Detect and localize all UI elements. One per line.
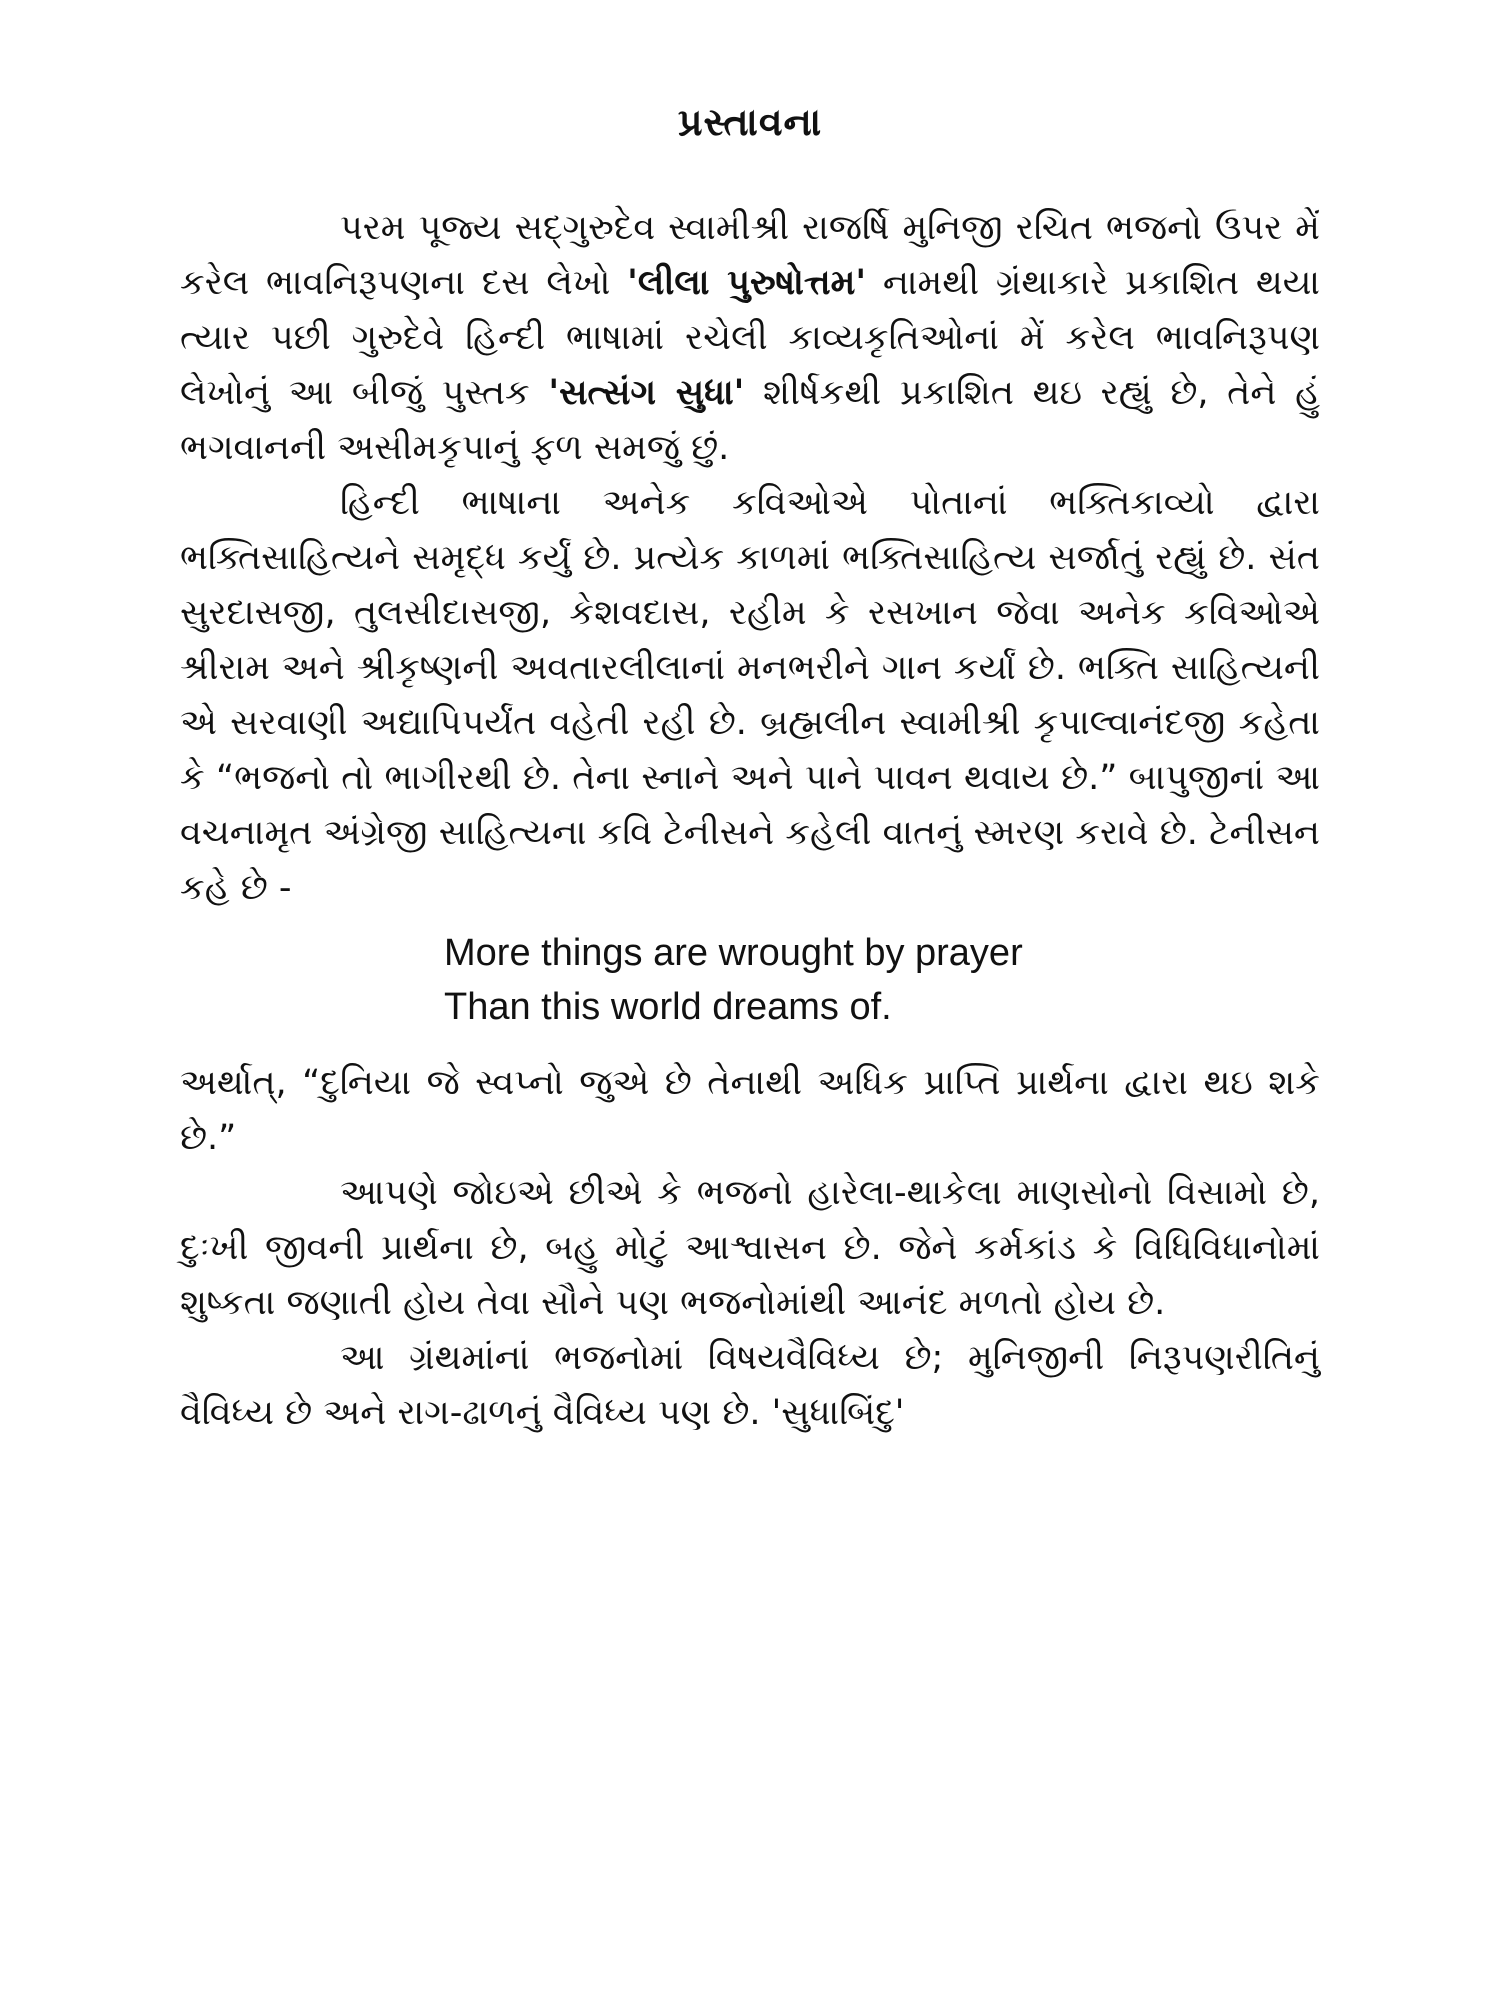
book-title-leela-purushottam: 'લીલા પુરુષોત્તમ' (627, 263, 867, 303)
paragraph-bhakti-literature (180, 476, 1320, 916)
paragraph-quote-meaning: અર્થાત્, “દુનિયા જે સ્વપ્નો જુએ છે તેનાથી અધિક પ્રાપ્તિ પ્રાર્થના દ્વારા થઇ શકે છે.” (180, 1063, 1320, 1158)
intro-text-1: પરમ પૂજ્ય સદ્‌ગુરુદેવ સ્વામીશ્રી રાજર્ષિ મુનિજી રચિત ભજનો ઉપર મેં કરેલ ભાવનિરૂપણના દસ લેખો (180, 208, 1320, 303)
paragraph-intro (180, 201, 1320, 476)
paragraph-variety (180, 1331, 1320, 1441)
page-title: પ્રસ્તાવના (677, 100, 823, 144)
paragraph-bhajan-solace: આપણે જોઇએ છીએ કે ભજનો હારેલા-થાકેલા માણસોનો વિસામો છે, દુઃખી જીવની પ્રાર્થના છે, બહુ મોટું આશ્વાસન છે. જેને કર્મકાંડ કે વિધિવિધાનોમાં શુષ્કતા જણાતી હોય તેવા સૌને પણ ભજનોમાંથી આનંદ મળતો હોય છે. (180, 1173, 1320, 1323)
quote-line-1: More things are wrought by prayer (444, 932, 1023, 974)
variety-text: આ ગ્રંથમાંનાં ભજનોમાં વિષયવૈવિધ્ય છે; મુનિજીની નિરૂપણરીતિનું વૈવિધ્ય છે અને રાગ-ઢાળનું વૈવિધ્ય પણ છે. (180, 1338, 1320, 1433)
english-quote (444, 926, 1320, 1034)
bhakti-literature-text: હિન્દી ભાષાના અનેક કવિઓએ પોતાનાં ભક્તિકાવ્યો દ્વારા ભક્તિસાહિત્યને સમૃદ્ધ કર્યું છે. પ્રત્યેક કાળમાં ભક્તિસાહિત્ય સર્જાતું રહ્યું છે. સંત સુરદાસજી, તુલસીદાસજી, કેશવદાસ, રહીમ કે રસખાન જેવા અનેક કવિઓએ શ્રીરામ અને શ્રીકૃષ્ણની અવતારલીલાનાં મનભરીને ગાન કર્યાં છે. ભક્તિ સાહિત્યની એ સરવાણી અદ્યાપિપર્યંત વહેતી રહી છે. બ્રહ્મલીન સ્વામીશ્રી કૃપાલ્વાનંદજી કહેતા કે “ભજનો તો ભાગીરથી છે. તેના સ્નાને અને પાને પાવન થવાય છે.” બાપુજીનાં આ વચનામૃત અંગ્રેજી સાહિત્યના કવિ ટેનીસને કહેલી વાતનું સ્મરણ કરાવે છે. ટેનીસન કહે છે - (180, 483, 1320, 908)
book-title-satsang-sudha: 'સત્સંગ સુધા' (548, 373, 745, 413)
intro-text-2: નામથી ગ્રંથાકારે પ્રકાશિત થયા ત્યાર પછી ગુરુદેવે હિન્દી ભાષામાં રચેલી કાવ્યકૃતિઓનાં મેં કરેલ ભાવનિરૂપણ લેખોનું આ બીજું પુસ્તક (180, 263, 1320, 413)
intro-text-3: શીર્ષકથી પ્રકાશિત થઇ રહ્યું છે, તેને હું ભગવાનની અસીમકૃપાનું ફળ સમજું છું. (180, 373, 1320, 468)
quote-line-2: Than this world dreams of. (444, 986, 892, 1028)
variety-tail: 'સુધાબિંદુ' (760, 1393, 905, 1433)
